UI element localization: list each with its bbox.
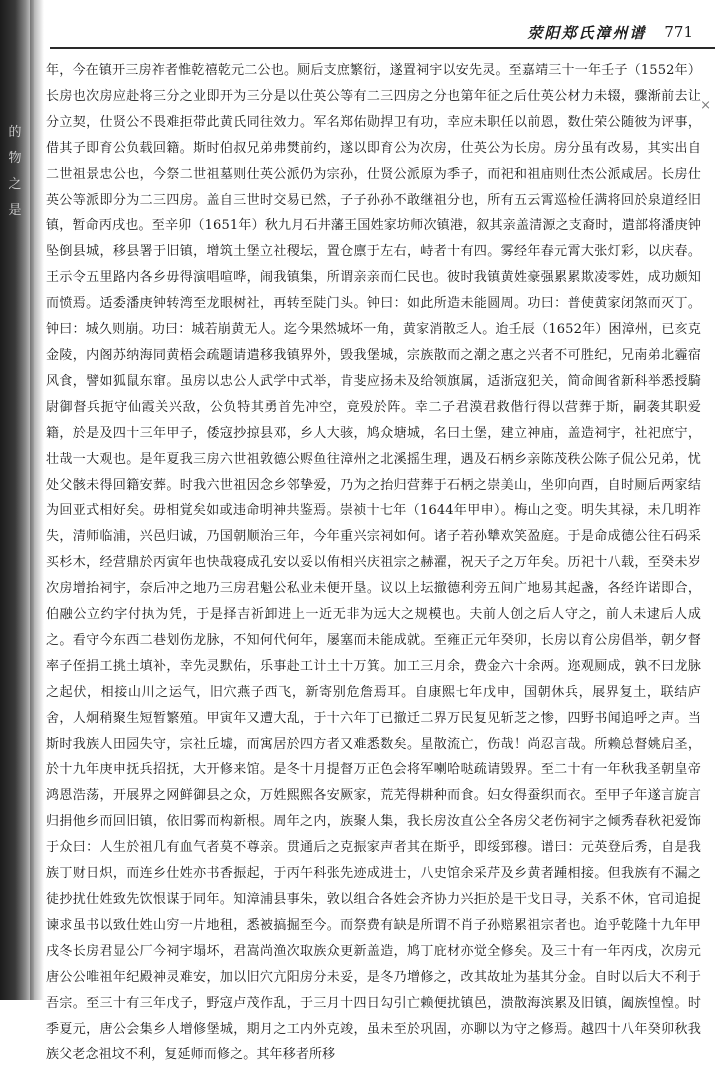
book-title: 荥阳郑氏漳州谱 xyxy=(527,23,647,42)
running-header xyxy=(527,22,693,42)
body-text xyxy=(46,58,701,1063)
book-spine-shadow xyxy=(0,0,34,1000)
spine-text: 的物之是 xyxy=(8,125,22,218)
page-number: 771 xyxy=(664,23,693,41)
body-paragraph: 年，今在镇开三房祚者惟乾禧乾元二公也。厕后支庶繁衍，遂置祠宇以安先灵。至嘉靖三十一年壬子（1552年）长房也次房应赴将三分之业即开为三分是以仕英公等有二三四房之分也第年征之后仕英公材力未辍，骤渐前去让分立契，仕贤公不畏难拒带此黄氏同往效力。军名郑佑勋捍卫有功，幸应未职任以前恩，数仕荣公随彼为评事，借其子即育公负载回籍。斯时伯叔兄弟弗燓前约，遂以即育公为次房，仕英公为长房。房分虽有改易，其实出自二世祖景忠公也，今祭二世祖墓则仕英公派仍为宗孙，仕贤公派原为季子，而祀和祖庙则仕杰公派咸居。长房仕英公等派即分为二三四房。盖自三世时交易已然，子子孙孙不敢继祖分也，所有五云霄巡检任满将回於泉道经旧镇，暂命丙戌也。至辛卯（1651年）秋九月石井藩王国姓家坊师次镇港，叙其亲盖清源之支裔时，遣部将潘庚钟坠倒县城，移县署于旧镇，增筑土堡立社稷坛，置仓廪于左右，峙者十有四。雾经年春元霄大张灯彩，以庆春。王示令五里路内各乡毋得演唱喧哗，闹我镇集，所谓亲亲而仁民也。彼时我镇黄姓豪强累累欺凌零姓，成功颇知而愤焉。适委潘庚钟转湾至龙眼树社，再转至陡门头。钟曰：如此所造未能圆周。功曰：普使黄家闭煞而灭丁。钟曰：城久则崩。功曰：城若崩黄无人。迄今果然城坏一角，黄家消散乏人。迨壬辰（1652年）困漳州，已亥克金陵，内阁苏纳海同黄梧会疏题请遣移我镇界外，毁我堡城，宗族散而之潮之惠之兴者不可胜纪，兄南弟北霾宿风食，譬如狐鼠东窜。虽房以忠公人武学中式举，肯斐应扬未及给领旗属，适浙寇犯关，简命闽省新科举悉授騎尉御督兵扼守仙霞关兴敌，公负特其勇首先冲空，竟殁於阵。幸二子君漠君救偕行得以营葬于斯，嗣袭其职爱籍，於是及四十三年甲子，倭寇抄掠县邓，乡人大骇，鸠众塘城，名曰土堡，建立神庙，盖造祠宇，社祀庶宁，壮哉一大观也。是年夏我三房六世祖敦德公赆鱼往漳州之北溪摇生理，遇及石柄乡亲陈茂秩公陈子侃公兄弟，忧处父骸未得回籍安葬。时我六世祖因念乡邻挚爱，乃为之抬归营葬于石柄之崇美山，坐卯向酉，自时厕后两家结为回亚式相好矣。毋相覚矣如或违命明神共鉴焉。崇祯十七年（1644年甲申）。梅山之变。明失其禄，未几明祚失，清师临浦，兴邑归诚，乃国朝顺治三年，今年重兴宗祠如何。诸子若孙犨欢笑盈庭。于是命成德公往石码采买杉木，经营鼎於丙寅年也快哉寝成孔安以妥以侑相兴庆祖宗之赫濯，祝天子之万年矣。历祀十八载，至癸未岁次房增抬祠宇，奈后冲之地乃三房君魁公私业未便开垦。议以上坛撤德利旁五间广地易其起盏，各经许诺即合，伯融公立约字付执为凭，于是择吉祈卸进上一近无非为远大之规模也。夫前人创之后人守之，前人未逮后人成之。看守今东西二巷划伤龙脉，不知何代何年，屡塞而未能成就。至雍正元年癸卯，长房以育公房倡举，朝夕督率子侄捐工挑土填补，幸先灵默佑，乐事赴工计土十万箕。加工三月余，费金六十余两。迩观厕成，孰不曰龙脉之起伏，相接山川之运气，旧穴燕子西飞，新寄别危詹焉耳。自康熙七年戊申，国朝休兵，展界复土，联结庐舍，人炯稍聚生短暂繁殖。甲寅年又遭大乱，于十六年丁已撤迁二界万民复见斩芝之惨，四野书闻追呼之声。当斯时我族人田园失守，宗社丘墟，而寓居於四方者又难悉数矣。星散流亡，伤哉！尚忍言哉。所赖总督姚启圣，於十九年庚申抚兵招抚，大开修来馆。是冬十月提督万正色会将军喇哈哒疏请毁界。至二十有一年秋我圣朝皇帝鸿恩浩荡，开展界之网鲜御县之众，万姓熙熙各安厥家，荒芜得耕种而食。妇女得蚕织而衣。至甲子年遂言旋言归捐他乡而回旧镇，依旧雾而构新根。周年之内，族聚人集，我长房汝直公全各房父老伤祠宇之倾秀春秋祀爱饰于众曰：人生於祖几有血气者莫不尊亲。贯通后之克振家声者其在斯乎，即绥郅穆。谱曰：元英登后秀，自是我族丁财日炽，而连乡仕姓亦书香振起，于丙午科张先迹成进士，八史馆余采芹及乡黄者踵相接。但我族有不漏之徒抄扰仕姓致先饮恨谋于同年。知漳浦县事朱，敦以组合各姓会齐协力兴拒於是干戈日寻，关系不休，官司追捉谏求虽书以致仕姓山穷一片地租，悉被搞掘至今。而祭费有缺是所谓不肖子孙赔累祖宗者也。迨乎乾隆十九年甲戌冬长房君显公厂今祠宇塌坏，君嵩尚渔次取族众更新盖造，鸠丁庇材亦觉全修矣。及三十有一年丙戌，次房元唐公公唯祖年纪殿神灵难安，加以旧穴亢阳房分未妥，是冬乃增修之，改其故址为基其分金。自时以后大不利于吾宗。至三十有三年戊子，野寇卢茂作乱，于三月十四日勾引亡赖便扰镇邑，溃散海滨累及旧镇，阖族惶惶。时季夏元，唐公会集乡人增修堡城，期月之工内外克竣，虽未至於巩固，亦聊以为守之修焉。越四十八年癸卯秋我族父老念祖坟不利，复延师而修之。其年移者所移 xyxy=(46,63,701,1063)
margin-mark: × xyxy=(700,98,711,113)
header-rule xyxy=(50,47,715,49)
page xyxy=(40,0,715,1063)
